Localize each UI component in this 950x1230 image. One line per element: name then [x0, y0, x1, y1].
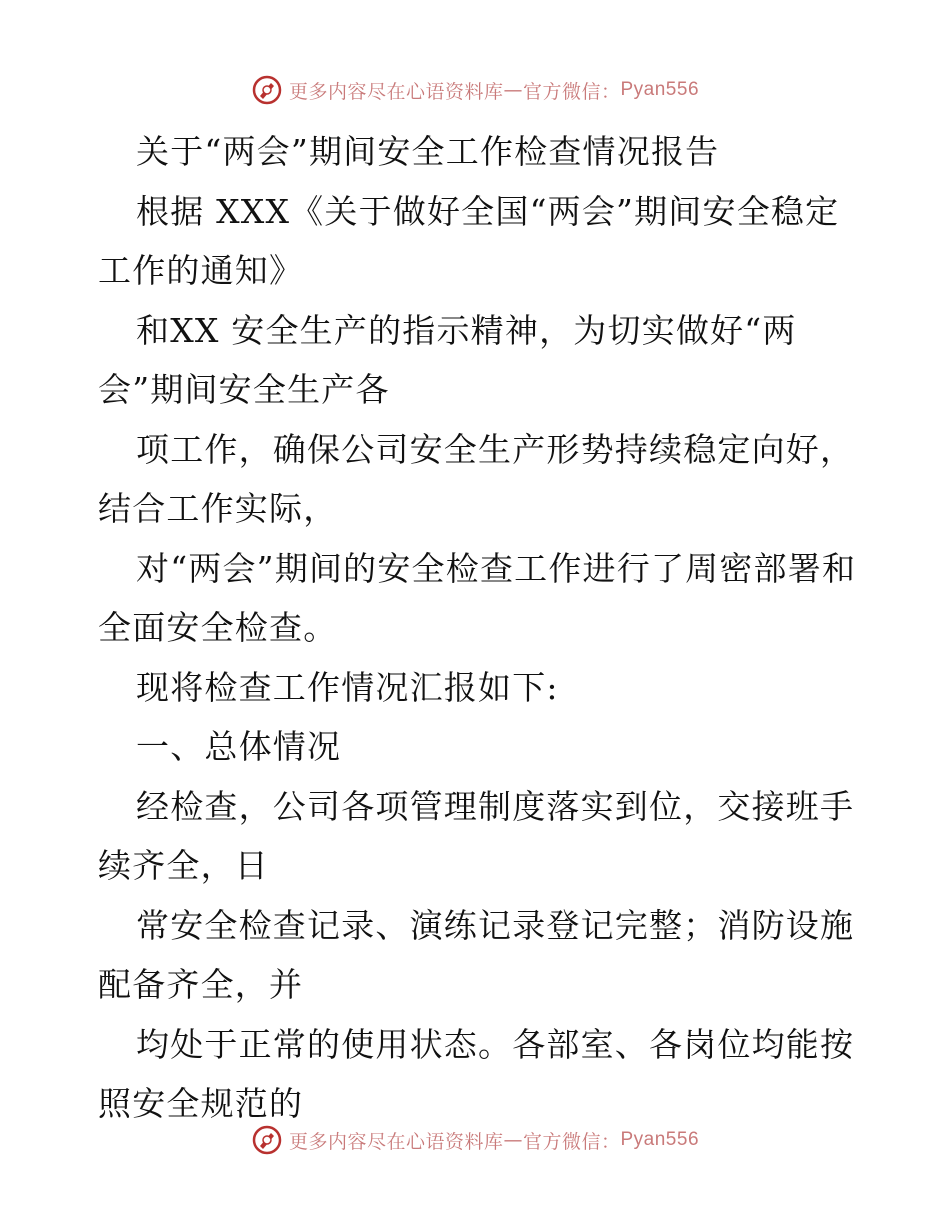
paragraph: 根据 XXX《关于做好全国“两会”期间安全稳定工作的通知》	[98, 191, 840, 290]
logo-icon	[251, 74, 283, 106]
logo-icon	[251, 1124, 283, 1156]
paragraph: 项工作，确保公司安全生产形势持续稳定向好，结合工作实际，	[98, 429, 855, 528]
banner-wechat-id: Pyan556	[620, 1129, 700, 1150]
paragraph: 均处于正常的使用状态。各部室、各岗位均能按照安全规范的	[98, 1024, 855, 1123]
paragraph: 对“两会”期间的安全检查工作进行了周密部署和全面安全检查。	[98, 548, 857, 647]
paragraph: 和XX 安全生产的指示精神，为切实做好“两会”期间安全生产各	[98, 310, 797, 409]
paragraph: 现将检查工作情况汇报如下:	[136, 667, 559, 707]
header-watermark-banner	[0, 70, 950, 110]
banner-dash: —	[503, 79, 523, 101]
paragraph: 经检查，公司各项管理制度落实到位，交接班手续齐全，日	[98, 786, 855, 885]
banner-wechat-id: Pyan556	[620, 79, 700, 100]
banner-dash: —	[503, 1129, 523, 1151]
section-heading: 一、总体情况	[136, 727, 342, 766]
banner-wechat-label: 官方微信：	[522, 1130, 621, 1153]
paragraph: 常安全检查记录、演练记录登记完整；消防设施配备齐全，并	[98, 905, 855, 1004]
footer-watermark-banner	[0, 1120, 950, 1160]
banner-wechat-label: 官方微信：	[522, 80, 621, 103]
document-title: 关于“两会”期间安全工作检查情况报告	[136, 132, 720, 171]
document-body	[98, 122, 858, 1134]
banner-text: 更多内容尽在心语资料库	[288, 80, 504, 103]
banner-text: 更多内容尽在心语资料库	[288, 1130, 504, 1153]
